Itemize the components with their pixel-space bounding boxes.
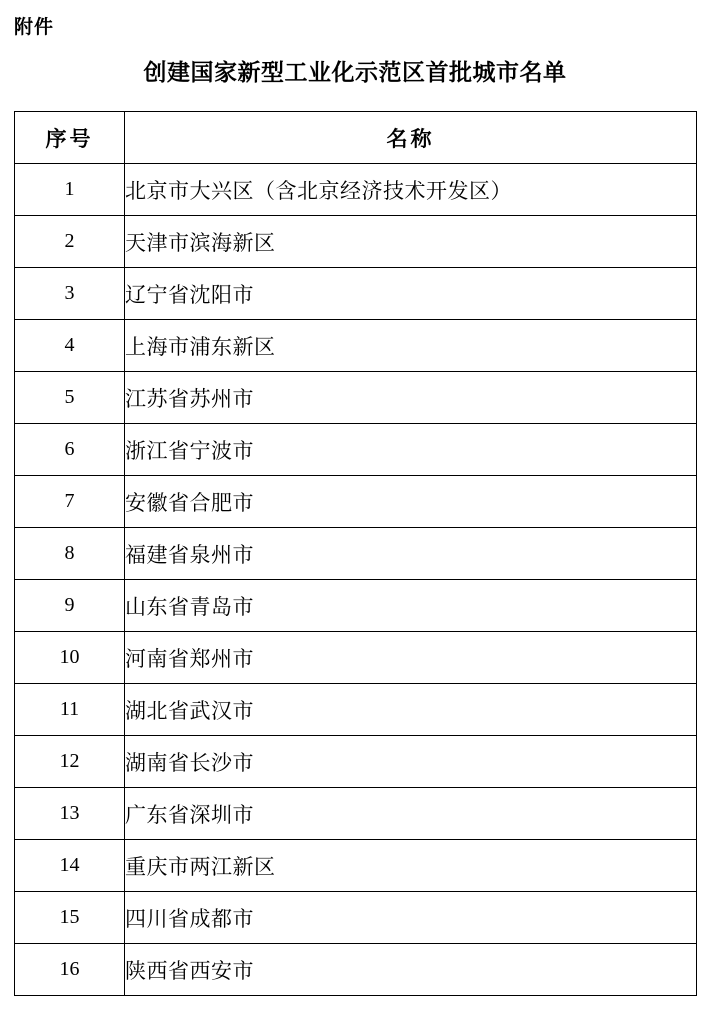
row-name: 北京市大兴区（含北京经济技术开发区） [125,164,697,216]
table-row [15,944,697,996]
row-name: 四川省成都市 [125,892,697,944]
row-name: 浙江省宁波市 [125,424,697,476]
table-row [15,476,697,528]
row-name: 福建省泉州市 [125,528,697,580]
table-row [15,424,697,476]
table-row [15,736,697,788]
row-number: 12 [15,736,125,788]
column-header-no: 序号 [15,112,125,164]
row-name: 湖南省长沙市 [125,736,697,788]
table-row [15,580,697,632]
row-number: 6 [15,424,125,476]
row-number: 7 [15,476,125,528]
row-number: 10 [15,632,125,684]
attachment-label: 附件 [14,16,55,38]
table-row [15,372,697,424]
row-number: 3 [15,268,125,320]
row-number: 2 [15,216,125,268]
row-number: 16 [15,944,125,996]
table-row [15,684,697,736]
table-header-row [15,112,697,164]
table-body [15,112,697,996]
row-name: 江苏省苏州市 [125,372,697,424]
table-row [15,788,697,840]
row-name: 陕西省西安市 [125,944,697,996]
table-row [15,632,697,684]
city-list-table [14,111,697,996]
row-name: 湖北省武汉市 [125,684,697,736]
row-name: 河南省郑州市 [125,632,697,684]
row-number: 14 [15,840,125,892]
row-name: 安徽省合肥市 [125,476,697,528]
row-number: 1 [15,164,125,216]
row-name: 天津市滨海新区 [125,216,697,268]
row-name: 山东省青岛市 [125,580,697,632]
row-number: 5 [15,372,125,424]
row-name: 上海市浦东新区 [125,320,697,372]
column-header-name: 名称 [125,112,697,164]
row-number: 8 [15,528,125,580]
row-number: 11 [15,684,125,736]
table-row [15,528,697,580]
row-name: 广东省深圳市 [125,788,697,840]
city-list-table-wrapper [14,111,696,996]
row-number: 13 [15,788,125,840]
table-row [15,840,697,892]
table-row [15,892,697,944]
row-number: 15 [15,892,125,944]
table-row [15,320,697,372]
page-title: 创建国家新型工业化示范区首批城市名单 [143,60,567,86]
row-name: 重庆市两江新区 [125,840,697,892]
table-row [15,268,697,320]
table-row [15,216,697,268]
table-row [15,164,697,216]
row-number: 4 [15,320,125,372]
row-name: 辽宁省沈阳市 [125,268,697,320]
row-number: 9 [15,580,125,632]
